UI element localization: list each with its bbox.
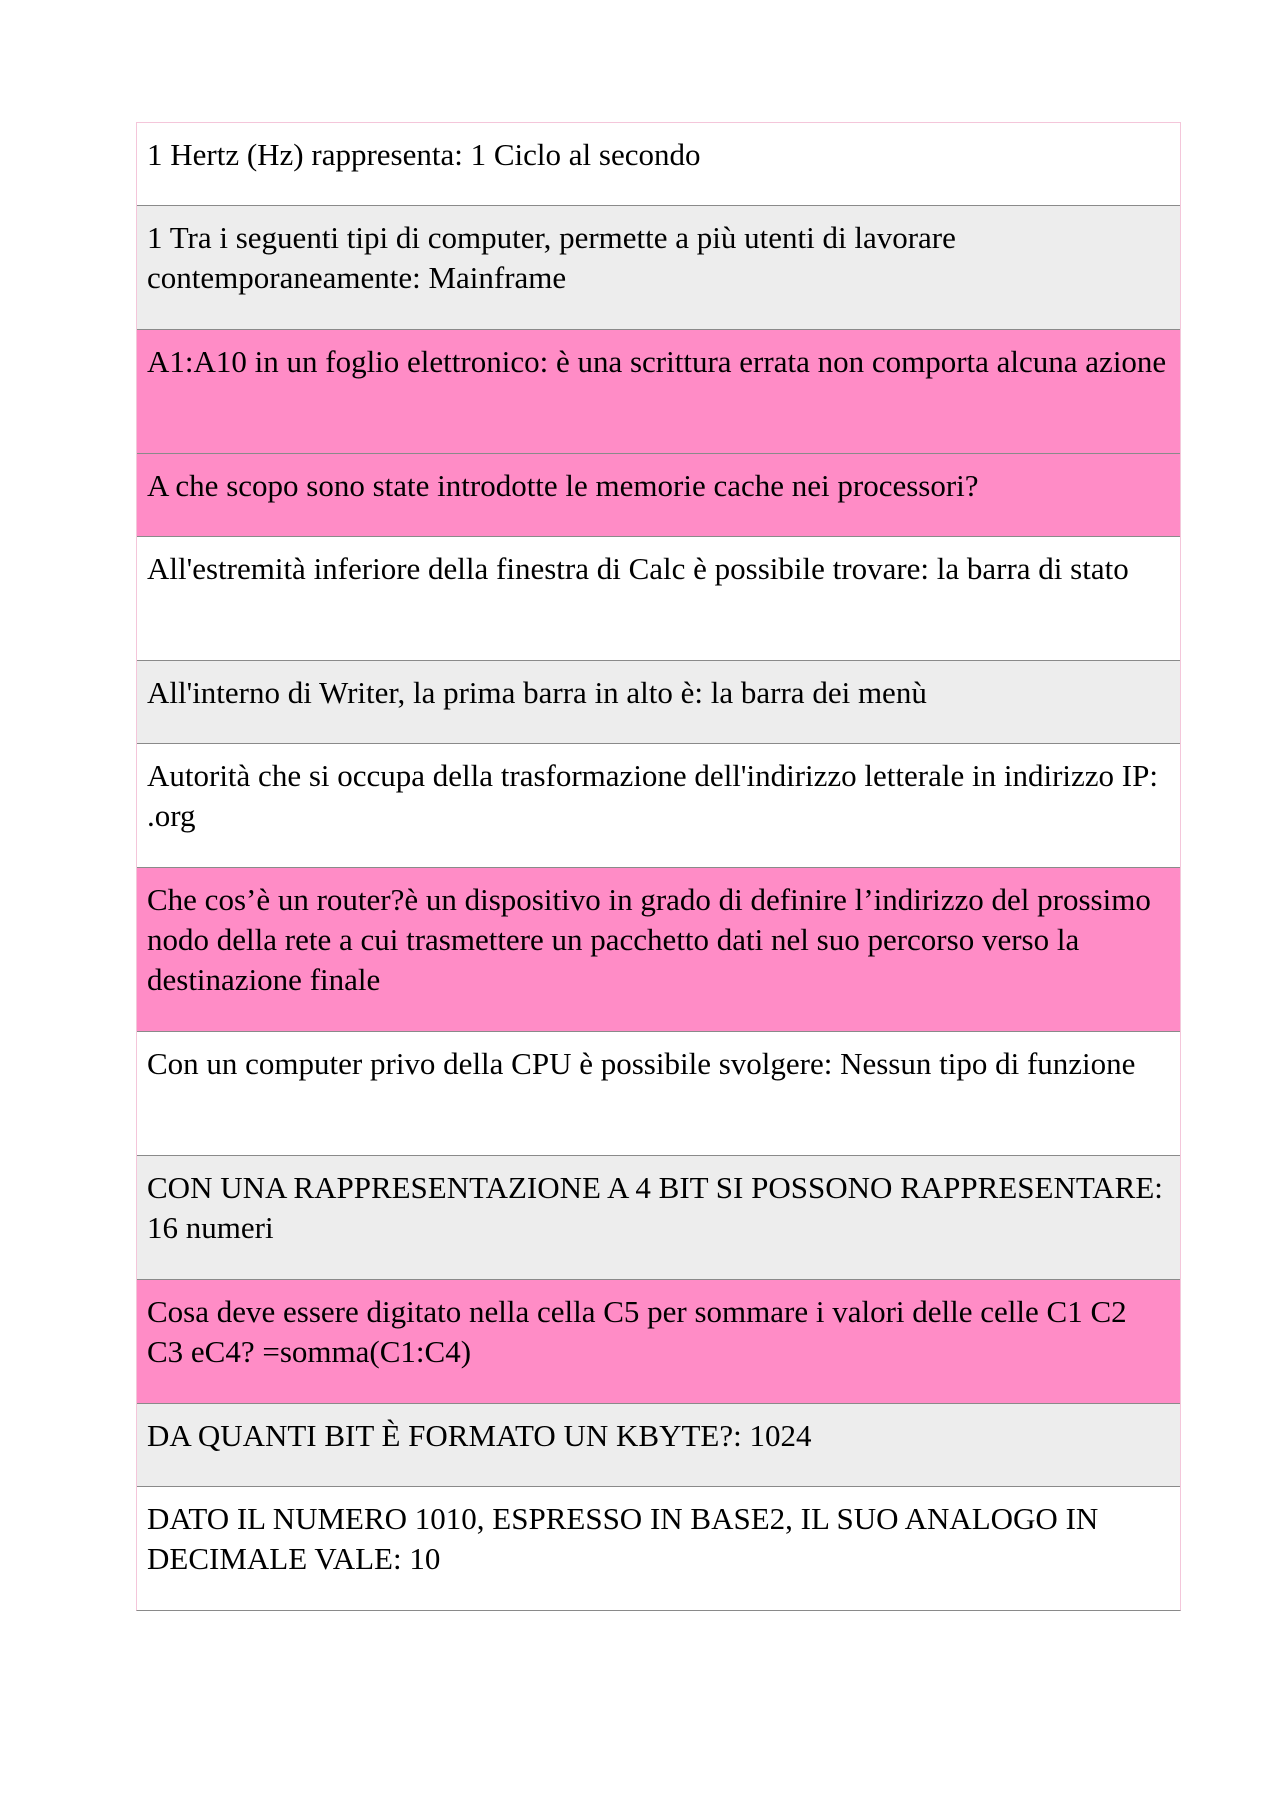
qa-row: DA QUANTI BIT È FORMATO UN KBYTE?: 1024 bbox=[137, 1403, 1180, 1486]
qa-row: All'estremità inferiore della finestra di Calc è possibile trovare: la barra di stato bbox=[137, 536, 1180, 660]
qa-row: Autorità che si occupa della trasformazione dell'indirizzo letterale in indirizzo IP: .org bbox=[137, 743, 1180, 867]
qa-row: 1 Hertz (Hz) rappresenta: 1 Ciclo al secondo bbox=[137, 122, 1180, 205]
qa-row: A1:A10 in un foglio elettronico: è una scrittura errata non comporta alcuna azione bbox=[137, 329, 1180, 453]
qa-row: CON UNA RAPPRESENTAZIONE A 4 BIT SI POSSONO RAPPRESENTARE: 16 numeri bbox=[137, 1155, 1180, 1279]
qa-row: Con un computer privo della CPU è possibile svolgere: Nessun tipo di funzione bbox=[137, 1031, 1180, 1155]
qa-row: All'interno di Writer, la prima barra in alto è: la barra dei menù bbox=[137, 660, 1180, 743]
qa-row: DATO IL NUMERO 1010, ESPRESSO IN BASE2, IL SUO ANALOGO IN DECIMALE VALE: 10 bbox=[137, 1486, 1180, 1610]
qa-row: A che scopo sono state introdotte le memorie cache nei processori? bbox=[137, 453, 1180, 536]
qa-row: 1 Tra i seguenti tipi di computer, permette a più utenti di lavorare contemporaneamente: Mainframe bbox=[137, 205, 1180, 329]
qa-row: Cosa deve essere digitato nella cella C5 per sommare i valori delle celle C1 C2 C3 eC4? =somma(C1:C4) bbox=[137, 1279, 1180, 1403]
qa-row: Che cos’è un router?è un dispositivo in grado di definire l’indirizzo del prossimo nodo della rete a cui trasmettere un pacchetto dati nel suo percorso verso la destinazione finale bbox=[137, 867, 1180, 1031]
qa-table bbox=[136, 122, 1181, 1611]
